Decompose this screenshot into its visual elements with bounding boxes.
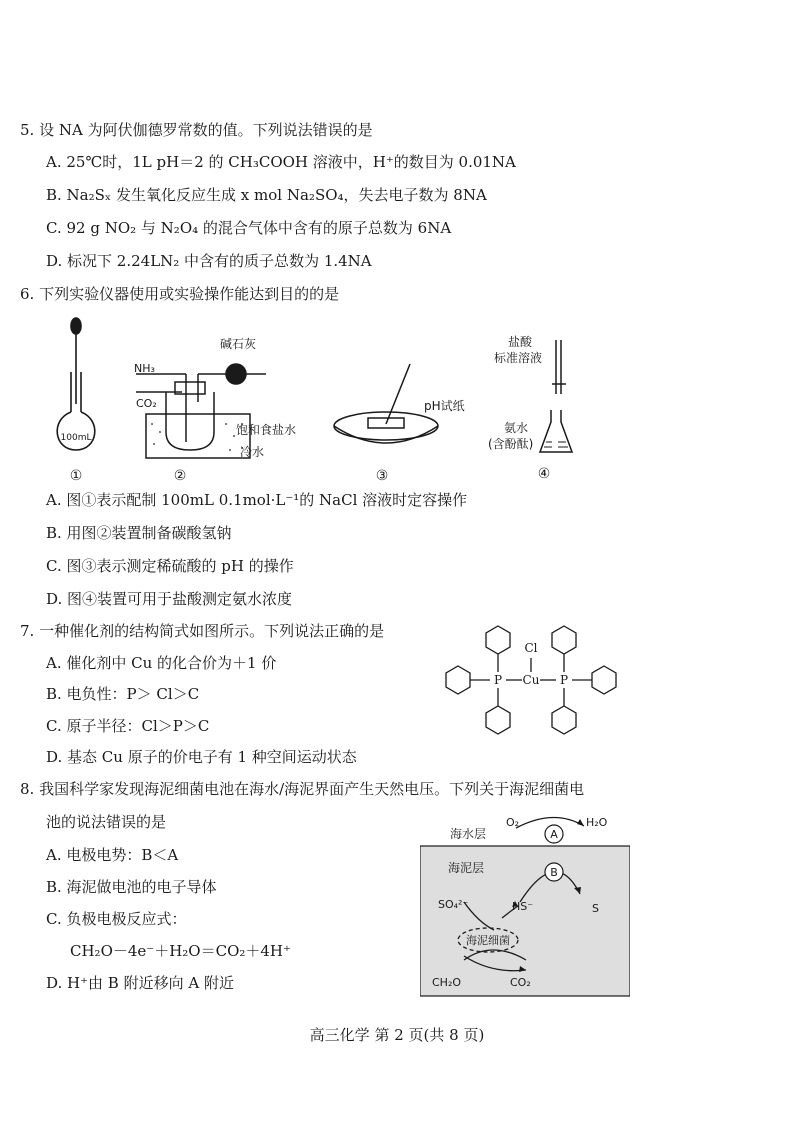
ammonia-label-1: 氨水 xyxy=(504,421,529,435)
ice-bath-dots xyxy=(151,423,243,451)
nh3-label: NH₃ xyxy=(134,362,155,375)
q6-option-a: A. 图①表示配制 100mL 0.1mol·L⁻¹的 NaCl 溶液时定容操作 xyxy=(46,491,468,509)
q5-option-d: D. 标况下 2.24LN₂ 中含有的质子总数为 1.4NA xyxy=(46,252,372,270)
q5-stem: 5. 设 NA 为阿伏伽德罗常数的值。下列说法错误的是 xyxy=(20,121,373,139)
fig-number-2: ② xyxy=(173,468,187,484)
acid-label-2: 标准溶液 xyxy=(494,351,543,365)
q5-option-a: A. 25℃时，1L pH＝2 的 CH₃COOH 溶液中，H⁺的数目为 0.01NA xyxy=(46,153,516,171)
co2-product-label: CO₂ xyxy=(510,976,531,989)
phosphorus-atom-left: P xyxy=(493,673,503,687)
h2o-label: H₂O xyxy=(586,816,608,829)
flask-volume-label: 100mL xyxy=(60,433,92,443)
ch2o-label: CH₂O xyxy=(432,976,462,989)
q7-structure xyxy=(430,616,630,740)
fig-number-3: ③ xyxy=(375,468,389,484)
q8-stem-line-2: 池的说法错误的是 xyxy=(46,813,167,831)
brine-label: 饱和食盐水 xyxy=(236,423,297,437)
electrode-b-label: B xyxy=(550,866,558,879)
sulfur-label: S xyxy=(592,902,599,915)
q6-option-b: B. 用图②装置制备碳酸氢钠 xyxy=(46,524,232,542)
copper-atom: Cu xyxy=(522,673,540,687)
q8-stem-line-1: 8. 我国科学家发现海泥细菌电池在海水/海泥界面产生天然电压。下列关于海泥细菌电 xyxy=(20,780,585,798)
ammonia-label-2: (含酚酞) xyxy=(488,437,534,451)
flask-liquid-dashes xyxy=(544,442,568,447)
co2-label: CO₂ xyxy=(136,397,157,410)
q6-figure xyxy=(40,312,620,490)
q7-option-b: B. 电负性：P＞ Cl＞C xyxy=(46,685,200,703)
q5-option-c: C. 92 g NO₂ 与 N₂O₄ 的混合气体中含有的原子总数为 6NA xyxy=(46,219,452,237)
q6-stem: 6. 下列实验仪器使用或实验操作能达到目的的是 xyxy=(20,285,340,303)
mud-layer-label: 海泥层 xyxy=(448,861,485,875)
q8-option-b: B. 海泥做电池的电子导体 xyxy=(46,878,217,896)
q7-option-d: D. 基态 Cu 原子的价电子有 1 种空间运动状态 xyxy=(46,748,357,766)
ph-test-drawing xyxy=(334,364,438,443)
q7-option-a: A. 催化剂中 Cu 的化合价为＋1 价 xyxy=(46,654,277,672)
o2-label: O₂ xyxy=(506,816,520,829)
q6-option-d: D. 图④装置可用于盐酸测定氨水浓度 xyxy=(46,590,293,608)
q8-option-c-formula: CH₂O－4e⁻＋H₂O＝CO₂＋4H⁺ xyxy=(70,942,291,960)
q8-option-c: C. 负极电极反应式： xyxy=(46,910,187,928)
fig-number-1: ① xyxy=(69,468,83,484)
electrode-a-label: A xyxy=(550,828,558,841)
cold-water-label: 冷水 xyxy=(240,445,265,459)
q8-option-a: A. 电极电势：B＜A xyxy=(46,846,179,864)
q8-option-d: D. H⁺由 B 附近移向 A 附近 xyxy=(46,974,234,992)
q6-option-c: C. 图③表示测定稀硫酸的 pH 的操作 xyxy=(46,557,294,575)
titration-drawing xyxy=(540,340,572,452)
q7-option-c: C. 原子半径：Cl＞P＞C xyxy=(46,717,210,735)
q8-figure xyxy=(420,806,630,998)
sulfate-label: SO₄²⁻ xyxy=(438,898,469,911)
bacteria-label: 海泥细菌 xyxy=(466,934,510,947)
gas-apparatus-drawing xyxy=(136,364,266,458)
volumetric-flask-drawing xyxy=(57,318,95,450)
acid-label-1: 盐酸 xyxy=(508,335,533,349)
chlorine-atom: Cl xyxy=(524,641,538,655)
seawater-layer-label: 海水层 xyxy=(450,827,487,841)
soda-lime-label: 碱石灰 xyxy=(220,337,257,351)
fig-number-4: ④ xyxy=(537,466,551,482)
page-footer: 高三化学 第 2 页(共 8 页) xyxy=(309,1026,485,1044)
ph-paper-label: pH试纸 xyxy=(424,399,465,413)
hs-label: HS⁻ xyxy=(512,900,534,913)
q7-stem: 7. 一种催化剂的结构简式如图所示。下列说法正确的是 xyxy=(20,622,385,640)
phosphorus-atom-right: P xyxy=(559,673,569,687)
q5-option-b: B. Na₂Sₓ 发生氧化反应生成 x mol Na₂SO₄，失去电子数为 8NA xyxy=(46,186,487,204)
